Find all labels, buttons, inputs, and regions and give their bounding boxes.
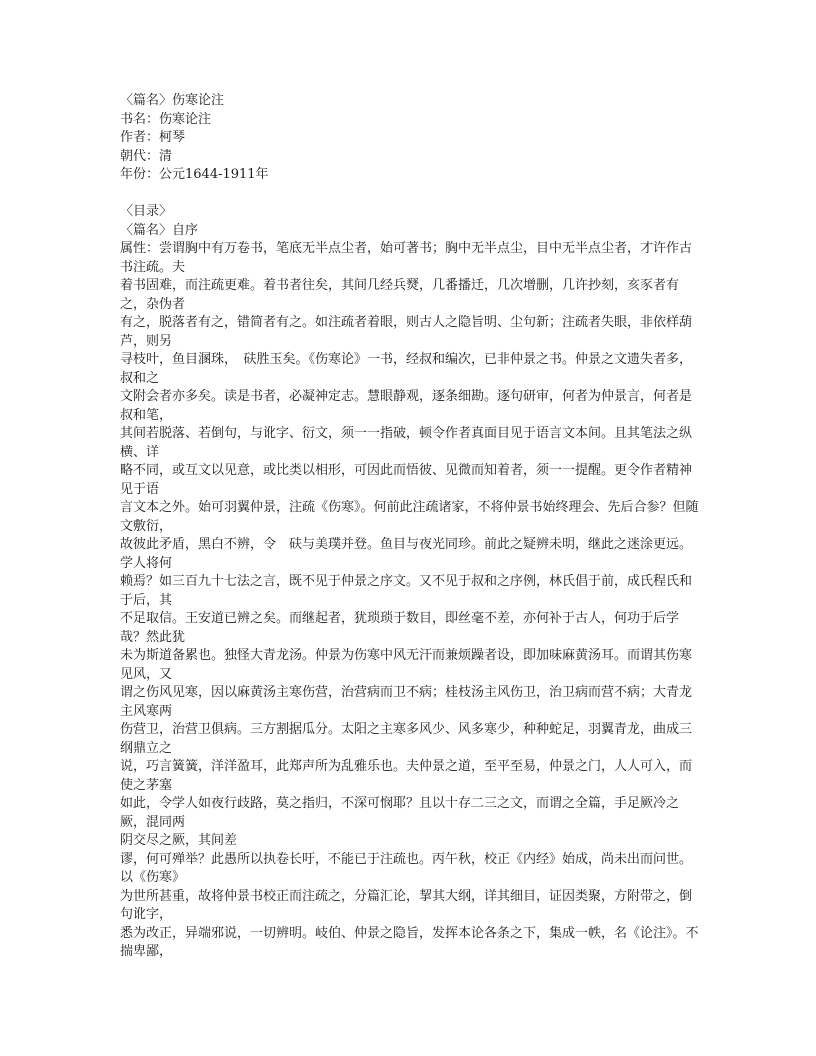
- body-line: 属性：尝谓胸中有万卷书，笔底无半点尘者，始可著书；胸中无半点尘，目中无半点尘者，才许作古书注疏。夫: [120, 241, 693, 275]
- year-line: 年份：公元1644-1911年: [120, 167, 269, 182]
- body-line: 故彼此矛盾，黑白不辨，令 砆与美璞并登。鱼目与夜光同珍。前此之疑辨未明，继此之迷涂更远。学人将何: [120, 537, 693, 571]
- body-line: 有之，脱落者有之，错简者有之。如注疏者着眼，则古人之隐旨明、尘句新；注疏者失眼，非依样葫芦，则另: [120, 315, 693, 349]
- title-line: 〈篇名〉伤寒论注: [120, 93, 225, 108]
- body-line: 略不同，或互文以见意，或比类以相形，可因此而悟彼、见微而知着者，须一一提醒。更令作者精神见于语: [120, 463, 693, 497]
- dynasty-line: 朝代：清: [120, 148, 173, 164]
- section-title: 〈篇名〉自序: [120, 222, 199, 238]
- body-line: 文附会者亦多矣。读是书者，必凝神定志。慧眼静观，逐条细勘。逐句研审，何者为仲景言，何者是叔和笔，: [120, 389, 693, 423]
- body-line: 其间若脱落、若倒句，与讹字、衍文，须一一指破，顿令作者真面目见于语言文本间。且其笔法之纵横、详: [120, 426, 693, 460]
- body-line: 言文本之外。始可羽翼仲景，注疏《伤寒》。何前此注疏诸家，不将仲景书始终理会、先后合参？但随文敷衍，: [120, 500, 699, 534]
- body-line: 赖焉？如三百九十七法之言，既不见于仲景之序文。又不见于叔和之序例，林氏倡于前，成氏程氏和于后，其: [120, 574, 693, 608]
- body-line: 伤营卫，治营卫俱病。三方割据瓜分。太阳之主寒多风少、风多寒少，种种蛇足，羽翼青龙，曲成三纲鼎立之: [120, 722, 693, 756]
- body-line: 为世所甚重，故将仲景书校正而注疏之，分篇汇论，挈其大纲，详其细目，证因类聚，方附带之，倒句讹字，: [120, 888, 693, 922]
- blank-line: [120, 185, 700, 204]
- body-line: 谓之伤风见寒，因以麻黄汤主寒伤营，治营病而卫不病；桂枝汤主风伤卫，治卫病而营不病；大青龙主风寒两: [120, 685, 693, 719]
- body-line: 阴交尽之厥，其间差: [120, 833, 238, 848]
- document-page: [120, 92, 700, 962]
- body-line: 寻枝叶，鱼目溷珠， 砆胜玉矣。《伤寒论》一书，经叔和编次，已非仲景之书。仲景之文遗失者多，叔和之: [120, 352, 693, 386]
- body-line: 说，巧言簧簧，洋洋盈耳，此郑声所为乱雅乐也。夫仲景之道，至平至易，仲景之门，人人可入，而使之茅塞: [120, 759, 693, 793]
- body-line: 悉为改正，异端邪说，一切辨明。岐伯、仲景之隐旨，发挥本论各条之下，集成一帙，名《论注》。不揣卑鄙，: [120, 925, 699, 959]
- author-line: 作者：柯琴: [120, 130, 186, 145]
- body-line: 谬，何可殚举？此愚所以执卷长吁，不能已于注疏也。丙午秋，校正《内经》始成，尚未出而问世。以《伤寒》: [120, 851, 693, 885]
- body-line: 如此，令学人如夜行歧路，莫之指归，不深可悯耶？且以十存二三之文，而谓之全篇，手足厥冷之厥，混同两: [120, 796, 680, 830]
- body-line: 着书固难，而注疏更难。着书者往矣，其间几经兵燹，几番播迁，几次增删，几许抄刻，亥豕者有之，杂伪者: [120, 278, 680, 312]
- book-name-line: 书名：伤寒论注: [120, 111, 212, 127]
- body-line: 未为斯道备累也。独怪大青龙汤。仲景为伤寒中风无汗而兼烦躁者设，即加味麻黄汤耳。而谓其伤寒见风，又: [120, 648, 693, 682]
- contents-heading: 〈目录〉: [120, 204, 173, 219]
- body-line: 不足取信。王安道已辨之矣。而继起者，犹琐琐于数目，即丝毫不差，亦何补于古人，何功于后学哉？然此犹: [120, 611, 680, 645]
